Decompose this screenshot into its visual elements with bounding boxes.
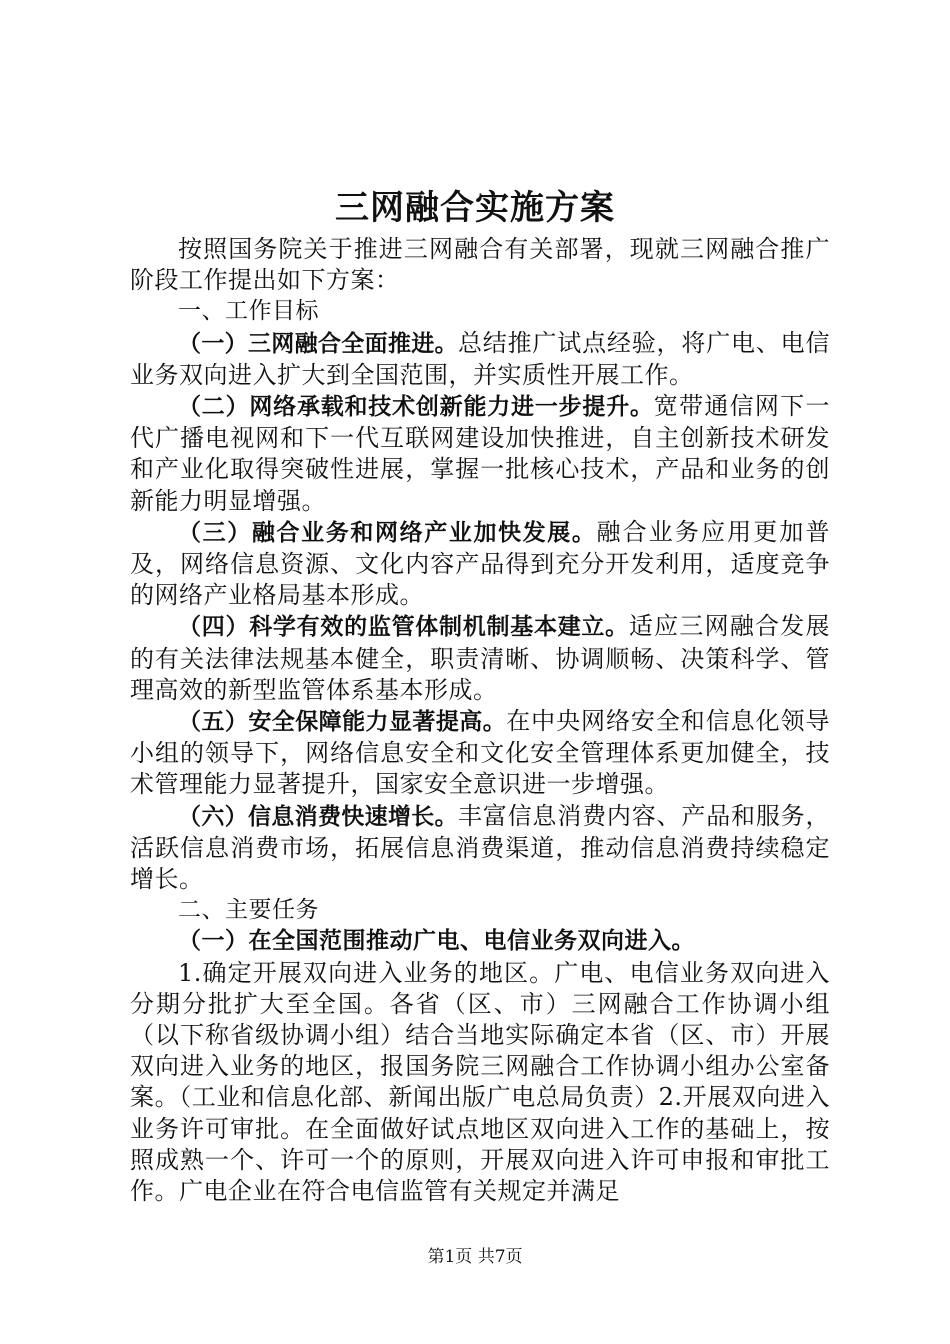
goal-text: 丰富信息消费内容、产品和服务，活跃信息消费市场，拓展信息消费渠道，推动信息消费持续稳定增长。 [130,801,831,894]
goal-paragraph [130,328,830,391]
goal-text: 宽带通信网下一代广播电视网和下一代互联网建设加快推进，自主创新技术研发和产业化取得突破性进展，掌握一批核心技术，产品和业务的创新能力明显增强。 [130,392,831,515]
task-heading: （一）在全国范围推动广电、电信业务双向进入。 [178,928,695,955]
intro-paragraph: 按照国务院关于推进三网融合有关部署，现就三网融合推广阶段工作提出如下方案： [130,235,830,295]
goal-paragraph [130,801,830,896]
goal-text: 适应三网融合发展的有关法律法规基本健全，职责清晰、协调顺畅、决策科学、管理高效的新型监管体系基本形成。 [130,612,831,704]
goal-paragraph [130,611,830,706]
goal-text: 融合业务应用更加普及，网络信息资源、文化内容产品得到充分开发利用，适度竞争的网络产业格局基本形成。 [130,517,831,610]
goal-paragraph [130,391,830,517]
goal-text: 在中央网络安全和信息化领导小组的领导下，网络信息安全和文化安全管理体系更加健全，技术管理能力显著提升，国家安全意识进一步增强。 [130,707,831,799]
goal-label: （五）安全保障能力显著提高。 [178,709,507,736]
goal-label: （二）网络承载和技术创新能力进一步提升。 [178,394,654,421]
goal-paragraph [130,706,830,801]
page-footer: 第1页 共7页 [427,1247,523,1267]
section-heading-goals: 一、工作目标 [178,298,319,325]
goal-text: 总结推广试点经验，将广电、电信业务双向进入扩大到全国范围，并实质性开展工作。 [130,328,831,389]
goal-label: （三）融合业务和网络产业加快发展。 [178,519,597,546]
goal-paragraph [130,517,830,612]
task-body-paragraph: 1.确定开展双向进入业务的地区。广电、电信业务双向进入分期分批扩大至全国。各省（区、市）三网融合工作协调小组（以下称省级协调小组）结合当地实际确定本省（区、市）开展双向进入业务的地区，报国务院三网融合工作协调小组办公室备案。（工业和信息化部、新闻出版广电总局负责）2.开展双向进入业务许可审批。在全面做好试点地区双向进入工作的基础上，按照成熟一个、许可一个的原则，开展双向进入许可申报和审批工作。广电企业在符合电信监管有关规定并满足 [130,958,830,1206]
section-heading-tasks: 二、主要任务 [178,897,319,924]
goal-label: （一）三网融合全面推进。 [178,330,458,357]
document-title: 三网融合实施方案 [335,188,615,228]
goal-label: （六）信息消费快速增长。 [178,803,458,830]
goal-label: （四）科学有效的监管体制机制基本建立。 [178,614,629,641]
document-body [130,234,830,1207]
